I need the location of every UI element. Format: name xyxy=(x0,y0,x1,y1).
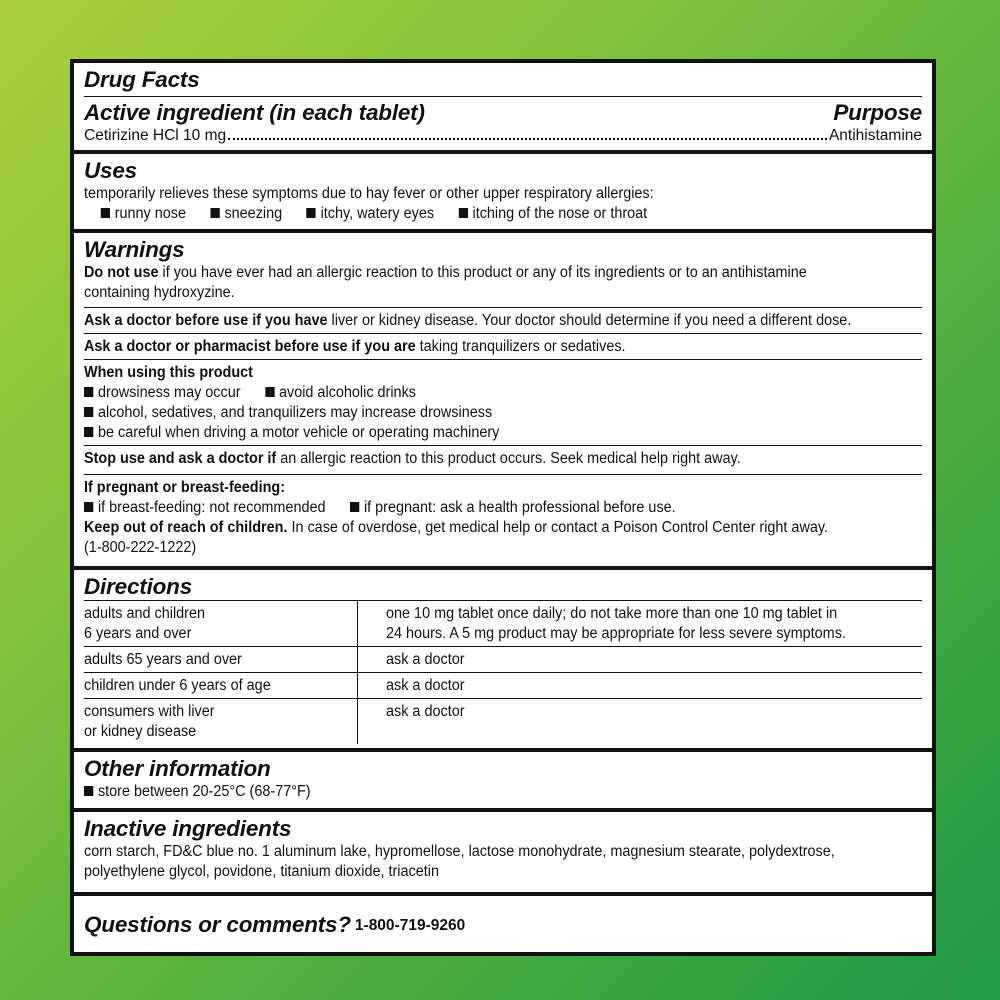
ask-pharmacist-text: taking tranquilizers or sedatives. xyxy=(415,338,626,355)
other-information-heading: Other information xyxy=(84,756,271,781)
table-cell: adults and children xyxy=(84,605,206,622)
table-cell: children under 6 years of age xyxy=(84,677,271,694)
list-item: alcohol, sedatives, and tranquilizers may increase drowsiness xyxy=(84,403,863,423)
stop-use-label: Stop use and ask a doctor if xyxy=(84,450,277,467)
table-cell: one 10 mg tablet once daily; do not take more than one 10 mg tablet in xyxy=(386,605,838,622)
pregnant-block xyxy=(84,474,922,560)
list-item: if pregnant: ask a health professional before use. xyxy=(350,499,676,516)
list-item: store between 20-25°C (68-77°F) xyxy=(84,782,863,802)
inactive-ingredients-section xyxy=(74,812,932,892)
list-item: itching of the nose or throat xyxy=(459,204,648,224)
drug-facts-section xyxy=(74,63,932,150)
active-ingredient: Cetirizine HCl 10 mg xyxy=(84,127,227,144)
table-cell: 6 years and over xyxy=(84,625,192,642)
bullet-square-icon xyxy=(307,208,316,218)
stop-use-block xyxy=(84,445,922,474)
inactive-ingredients-heading: Inactive ingredients xyxy=(84,816,292,841)
uses-section xyxy=(74,154,932,229)
bullet-square-icon xyxy=(84,502,93,512)
table-cell: ask a doctor xyxy=(386,651,465,668)
inactive-ingredients-line: polyethylene glycol, povidone, titanium dioxide, triacetin xyxy=(84,863,439,880)
drug-facts-title: Drug Facts xyxy=(84,66,922,97)
list-item: avoid alcoholic drinks xyxy=(265,384,416,401)
directions-section xyxy=(74,570,932,748)
active-ingredient-header: Active ingredient (in each tablet) xyxy=(84,100,425,125)
ask-doctor-block xyxy=(84,307,922,333)
warnings-heading: Warnings xyxy=(84,237,185,262)
stop-use-text: an allergic reaction to this product occurs. Seek medical help right away. xyxy=(276,450,741,467)
table-row xyxy=(84,646,922,672)
ask-pharmacist-label: Ask a doctor or pharmacist before use if you are xyxy=(84,338,416,355)
bullet-square-icon xyxy=(84,407,93,417)
do-not-use-label: Do not use xyxy=(84,264,159,281)
list-item: if breast-feeding: not recommended xyxy=(84,498,326,518)
bullet-square-icon xyxy=(459,208,468,218)
keep-out-label: Keep out of reach of children. xyxy=(84,519,288,536)
do-not-use-text-cont: containing hydroxyzine. xyxy=(84,284,235,301)
list-item: sneezing xyxy=(210,204,282,224)
drug-facts-panel xyxy=(70,59,936,956)
when-using-block xyxy=(84,359,922,445)
ask-doctor-text: liver or kidney disease. Your doctor should determine if you need a different dose. xyxy=(327,312,852,329)
questions-phone: 1-800-719-9260 xyxy=(354,917,466,934)
questions-section xyxy=(74,896,932,952)
ask-doctor-label: Ask a doctor before use if you have xyxy=(84,312,328,329)
directions-heading: Directions xyxy=(84,574,193,599)
bullet-square-icon xyxy=(350,502,359,512)
do-not-use-text: if you have ever had an allergic reaction to this product or any of its ingredients or to an antihistamine xyxy=(158,264,807,281)
keep-out-text: In case of overdose, get medical help or contact a Poison Control Center right away. xyxy=(287,519,829,536)
questions-heading: Questions or comments? xyxy=(84,911,351,937)
list-item: runny nose xyxy=(101,204,186,224)
bullet-square-icon xyxy=(101,208,110,218)
bullet-square-icon xyxy=(84,786,93,796)
table-cell: ask a doctor xyxy=(386,677,465,694)
ask-pharmacist-block xyxy=(84,333,922,359)
pregnant-label: If pregnant or breast-feeding: xyxy=(84,479,286,496)
when-using-label: When using this product xyxy=(84,364,253,381)
table-cell: consumers with liver xyxy=(84,703,215,720)
bullet-square-icon xyxy=(84,427,93,437)
directions-table xyxy=(84,600,922,744)
purpose-value: Antihistamine xyxy=(828,127,922,144)
table-cell: 24 hours. A 5 mg product may be appropriate for less severe symptoms. xyxy=(386,625,846,642)
bullet-square-icon xyxy=(265,387,274,397)
uses-heading: Uses xyxy=(84,158,137,183)
uses-list xyxy=(84,204,863,224)
list-item: itchy, watery eyes xyxy=(307,204,434,224)
poison-control-phone: (1-800-222-1222) xyxy=(84,539,197,556)
warnings-section xyxy=(74,233,932,566)
leader-dots xyxy=(228,138,827,140)
bullet-square-icon xyxy=(84,387,93,397)
table-row xyxy=(84,698,922,744)
purpose-header: Purpose xyxy=(833,100,922,125)
uses-intro: temporarily relieves these symptoms due to hay fever or other upper respiratory allergies: xyxy=(84,185,654,202)
bullet-square-icon xyxy=(210,208,219,218)
other-information-section xyxy=(74,752,932,808)
do-not-use-block xyxy=(84,263,922,307)
table-row xyxy=(84,672,922,698)
table-row xyxy=(84,600,922,646)
list-item: be careful when driving a motor vehicle or operating machinery xyxy=(84,423,863,443)
list-item: drowsiness may occur xyxy=(84,383,241,403)
table-cell: ask a doctor xyxy=(386,703,465,720)
table-cell: adults 65 years and over xyxy=(84,651,242,668)
inactive-ingredients-line: corn starch, FD&C blue no. 1 aluminum lake, hypromellose, lactose monohydrate, magnesium stearate, polydextrose, xyxy=(84,843,835,860)
table-cell: or kidney disease xyxy=(84,723,197,740)
